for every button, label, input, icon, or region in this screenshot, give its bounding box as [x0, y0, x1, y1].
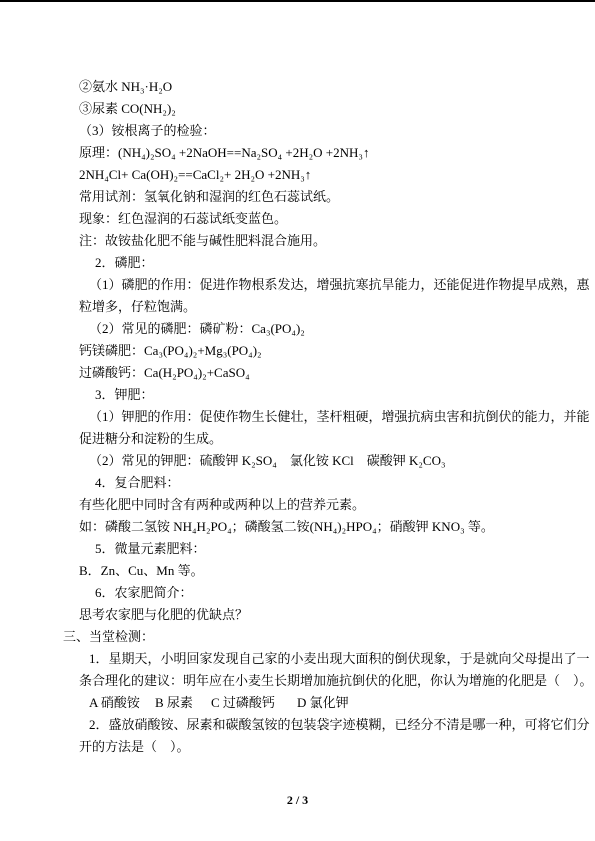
text-line — [79, 563, 595, 579]
question-text — [79, 739, 595, 755]
line-text: 条合理化的建议：明年应在小麦生长期增加施抗倒伏的化肥，你认为增施的化肥是（ ）。 — [79, 673, 593, 688]
line-text: 粒增多，仔粒饱满。 — [79, 299, 197, 314]
text-line — [79, 79, 595, 95]
text-line — [79, 607, 595, 623]
section-heading — [95, 387, 595, 403]
line-text: 2．磷肥： — [95, 255, 154, 270]
text-line — [79, 365, 595, 381]
section-heading — [95, 255, 595, 271]
text-line — [79, 299, 595, 315]
line-text: 1．星期天，小明回家发现自己家的小麦出现大面积的倒伏现象，于是就向父母提出了一 — [89, 651, 590, 666]
line-text: （2）常见的磷肥：磷矿粉：Ca₃(PO₄)₂ — [89, 321, 305, 336]
text-line — [79, 145, 595, 161]
text-line — [79, 233, 595, 249]
section-heading — [95, 541, 595, 557]
question-text — [89, 651, 595, 667]
line-text: 三、当堂检测： — [63, 629, 155, 644]
option-c: C 过磷酸钙 — [211, 695, 275, 710]
line-text: 促进糖分和淀粉的生成。 — [79, 431, 223, 446]
text-line — [79, 343, 595, 359]
line-text: 2NH₄Cl+ Ca(OH)₂==CaCl₂+ 2H₂O +2NH₃↑ — [79, 167, 312, 182]
line-text: 2．盛放硝酸铵、尿素和碳酸氢铵的包装袋字迹模糊，已经分不清是哪一种，可将它们分 — [89, 717, 590, 732]
line-text: 4．复合肥料： — [95, 475, 180, 490]
line-text: 3．钾肥： — [95, 387, 154, 402]
text-line — [89, 321, 595, 337]
line-text: （3）铵根离子的检验： — [79, 123, 216, 138]
line-text: 5．微量元素肥料： — [95, 541, 206, 556]
text-line — [79, 431, 595, 447]
question-text — [79, 673, 595, 689]
line-text: ②氨水 NH₃·H₂O — [79, 79, 173, 94]
text-line — [79, 211, 595, 227]
line-text: B．Zn、Cu、Mn 等。 — [79, 563, 204, 578]
line-text: 如：磷酸二氢铵 NH₄H₂PO₄；磷酸氢二铵(NH₄)₂HPO₄；硝酸钾 KNO₃ 等。 — [79, 519, 494, 534]
text-line — [79, 167, 595, 183]
page-number: 2 / 3 — [286, 793, 309, 807]
line-text: （2）常见的钾肥：硫酸钾 K₂SO₄ 氯化铵 KCl 碳酸钾 K₂CO₃ — [89, 453, 446, 468]
section-heading — [63, 629, 595, 645]
line-text: 有些化肥中同时含有两种或两种以上的营养元素。 — [79, 497, 366, 512]
text-line — [79, 123, 595, 139]
section-heading — [95, 475, 595, 491]
line-text: 现象：红色湿润的石蕊试纸变蓝色。 — [79, 211, 288, 226]
line-text: 原理：(NH₄)₂SO₄ +2NaOH==Na₂SO₄ +2H₂O +2NH₃↑ — [79, 145, 370, 160]
line-text: （1）钾肥的作用：促使作物生长健壮，茎杆粗硬，增强抗病虫害和抗倒伏的能力，并能 — [89, 409, 590, 424]
text-line — [89, 277, 595, 293]
line-text: ③尿素 CO(NH₂)₂ — [79, 101, 176, 116]
line-text: 过磷酸钙：Ca(H₂PO₄)₂+CaSO₄ — [79, 365, 250, 380]
line-text: 注：故铵盐化肥不能与碱性肥料混合施用。 — [79, 233, 327, 248]
text-line — [89, 409, 595, 425]
answer-options — [89, 695, 595, 711]
top-border — [0, 0, 595, 2]
text-line — [79, 519, 595, 535]
text-line — [79, 497, 595, 513]
section-heading — [95, 585, 595, 601]
line-text: 开的方法是（ ）。 — [79, 739, 190, 754]
line-text: 思考农家肥与化肥的优缺点？ — [79, 607, 249, 622]
text-line — [79, 189, 595, 205]
option-b: B 尿素 — [155, 695, 193, 710]
option-d: D 氯化钾 — [297, 695, 349, 710]
line-text: 钙镁磷肥：Ca₃(PO₄)₂+Mg₃(PO₄)₂ — [79, 343, 262, 358]
line-text: 常用试剂：氢氧化钠和湿润的红色石蕊试纸。 — [79, 189, 340, 204]
line-text: （1）磷肥的作用：促进作物根系发达，增强抗寒抗旱能力，还能促进作物提早成熟，惠 — [89, 277, 590, 292]
question-text — [89, 717, 595, 733]
option-a: A 硝酸铵 — [89, 695, 140, 710]
line-text: 6．农家肥简介： — [95, 585, 193, 600]
text-line — [89, 453, 595, 469]
text-line — [79, 101, 595, 117]
